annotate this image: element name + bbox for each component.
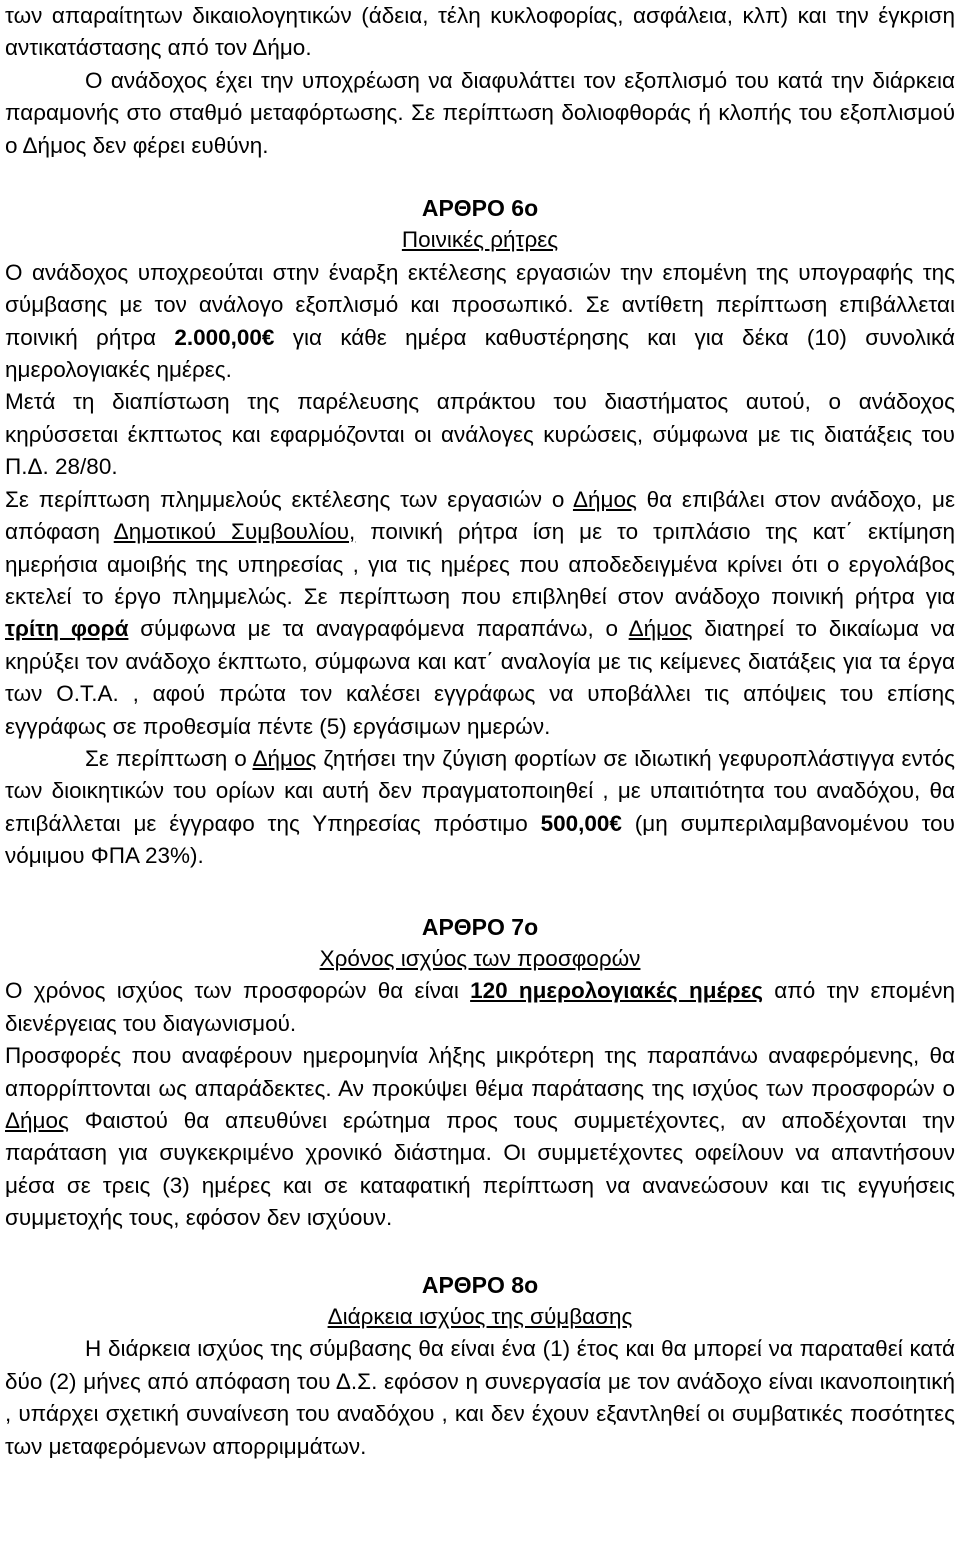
- article-6-heading: ΑΡΘΡΟ 6ο: [421, 195, 539, 222]
- text-run: ποινική ρήτρα ίση με το τριπλάσιο της κατ΄ εκτίμηση ημερήσια αμοιβής της υπηρεσίας , για τις ημέρες που αποδεδειγμένα κρίνει ότι ο εργολάβος εκτελεί το έργο πλημμελώς. Σε περίπτωση που επιβληθεί στον ανάδοχο ποινική ρήτρα για: [5, 519, 955, 609]
- article-8-heading: ΑΡΘΡΟ 8ο: [421, 1271, 539, 1298]
- article-6-paragraph-2: Μετά τη διαπίστωση της παρέλευσης απράκτου του διαστήματος αυτού, ο ανάδοχος κηρύσσεται έκπτωτος και εφαρμόζονται οι ανάλογες κυρώσεις, σύμφωνα με τις διατάξεις του Π.Δ. 28/80.: [5, 389, 955, 480]
- fine-amount: 500,00€: [540, 810, 622, 836]
- text-run: για κάθε ημέρα καθυστέρησης και για δέκα (10) συνολικά ημερολογιακές ημέρες.: [5, 324, 955, 383]
- text-run: ζητήσει την ζύγιση φορτίων σε ιδιωτική γεφυροπλάστιγγα εντός των διοικητικών του ορίων και αυτή δεν πραγματοποιηθεί , με υπαιτιότητα του αναδόχου, θα επιβάλλεται με έγγραφο της Υπηρεσίας πρόστιμο: [5, 745, 955, 836]
- article-6-paragraph-3: [5, 484, 955, 743]
- article-7-heading: ΑΡΘΡΟ 7ο: [421, 913, 539, 940]
- article-6-paragraph-1: [5, 257, 955, 387]
- text-run: από την επομένη διενέργειας του διαγωνισμού.: [5, 978, 955, 1036]
- text-run: Ο χρόνος ισχύος των προσφορών θα είναι: [5, 978, 471, 1004]
- council-ref: Δημοτικού Συμβουλίου,: [113, 519, 356, 545]
- text-run: Φαιστού θα απευθύνει ερώτημα προς τους συμμετέχοντες, αν αποδέχονται την παράταση για συγκεκριμένο χρονικό διάστημα. Οι συμμετέχοντες οφείλουν να απαντήσουν μέσα σε τρεις (3) ημέρες και σε καταφατική περίπτωση να ανανεώσουν και τις εγγυήσεις συμμετοχής τους, εφόσον δεν ισχύουν.: [5, 1108, 955, 1231]
- article-8-subtitle: Διάρκεια ισχύος της σύμβασης: [327, 1304, 633, 1330]
- text-run: Σε περίπτωση πλημμελούς εκτέλεσης των εργασιών ο: [5, 486, 573, 512]
- text-run: Ο ανάδοχος υποχρεούται στην έναρξη εκτέλεσης εργασιών την επομένη της υπογραφής της σύμβασης με τον ανάλογο εξοπλισμό και προσωπικό. Σε αντίθετη περίπτωση επιβάλλεται ποινική ρήτρα: [5, 259, 955, 350]
- text-run: Προσφορές που αναφέρουν ημερομηνία λήξης μικρότερη της παραπάνω αναφερόμενης, θα απορρίπτονται ως απαράδεκτες. Αν προκύψει θέμα παράτασης της ισχύος των προσφορών ο: [5, 1043, 955, 1101]
- intro-paragraph-1: των απαραίτητων δικαιολογητικών (άδεια, τέλη κυκλοφορίας, ασφάλεια, κλπ) και την έγκριση αντικατάστασης από τον Δήμο.: [5, 3, 955, 61]
- municipality-ref: Δήμος: [252, 745, 317, 771]
- article-6-paragraph-4: [5, 743, 955, 873]
- third-time-emphasis: τρίτη φορά: [5, 616, 129, 642]
- article-7-paragraph-2: [5, 1040, 955, 1234]
- article-7-paragraph-1: [5, 975, 955, 1040]
- municipality-ref: Δήμος: [572, 486, 637, 512]
- text-run: Σε περίπτωση ο: [85, 745, 253, 771]
- municipality-ref: Δήμος: [628, 616, 693, 642]
- text-run: (μη συμπεριλαμβανομένου του νόμιμου ΦΠΑ 23%).: [5, 810, 955, 869]
- text-run: σύμφωνα με τα αναγραφόμενα παραπάνω, ο: [128, 616, 629, 642]
- intro-paragraph-2: Ο ανάδοχος έχει την υποχρέωση να διαφυλάττει τον εξοπλισμό του κατά την διάρκεια παραμονής στο σταθμό μεταφόρτωσης. Σε περίπτωση δολιοφθοράς ή κλοπής του εξοπλισμού ο Δήμος δεν φέρει ευθύνη.: [5, 67, 955, 158]
- article-6-subtitle: Ποινικές ρήτρες: [401, 227, 559, 253]
- article-8-paragraph-1: Η διάρκεια ισχύος της σύμβασης θα είναι ένα (1) έτος και θα μπορεί να παραταθεί κατά δύο (2) μήνες από απόφαση του Δ.Σ. εφόσον η συνεργασία με τον ανάδοχο είναι ικανοποιητική , υπάρχει σχετική συναίνεση του αναδόχου , και δεν έχουν εξαντληθεί οι συμβατικές ποσότητες των μεταφερόμενων απορριμμάτων.: [5, 1336, 955, 1459]
- penalty-amount: 2.000,00€: [174, 324, 275, 350]
- validity-days: 120 ημερολογιακές ημέρες: [470, 978, 763, 1004]
- article-7-subtitle: Χρόνος ισχύος των προσφορών: [319, 945, 641, 971]
- municipality-ref: Δήμος: [5, 1108, 69, 1133]
- text-run: θα επιβάλει στον ανάδοχο, με απόφαση: [5, 486, 955, 545]
- text-run: διατηρεί το δικαίωμα να κηρύξει τον ανάδοχο έκπτωτο, σύμφωνα και κατ΄ αναλογία με τις κείμενες διατάξεις για τα έργα των Ο.Τ.Α. , αφού πρώτα τον καλέσει εγγράφως να υποβάλλει τις απόψεις του επίσης εγγράφως σε προθεσμία πέντε (5) εργάσιμων ημερών.: [5, 616, 955, 739]
